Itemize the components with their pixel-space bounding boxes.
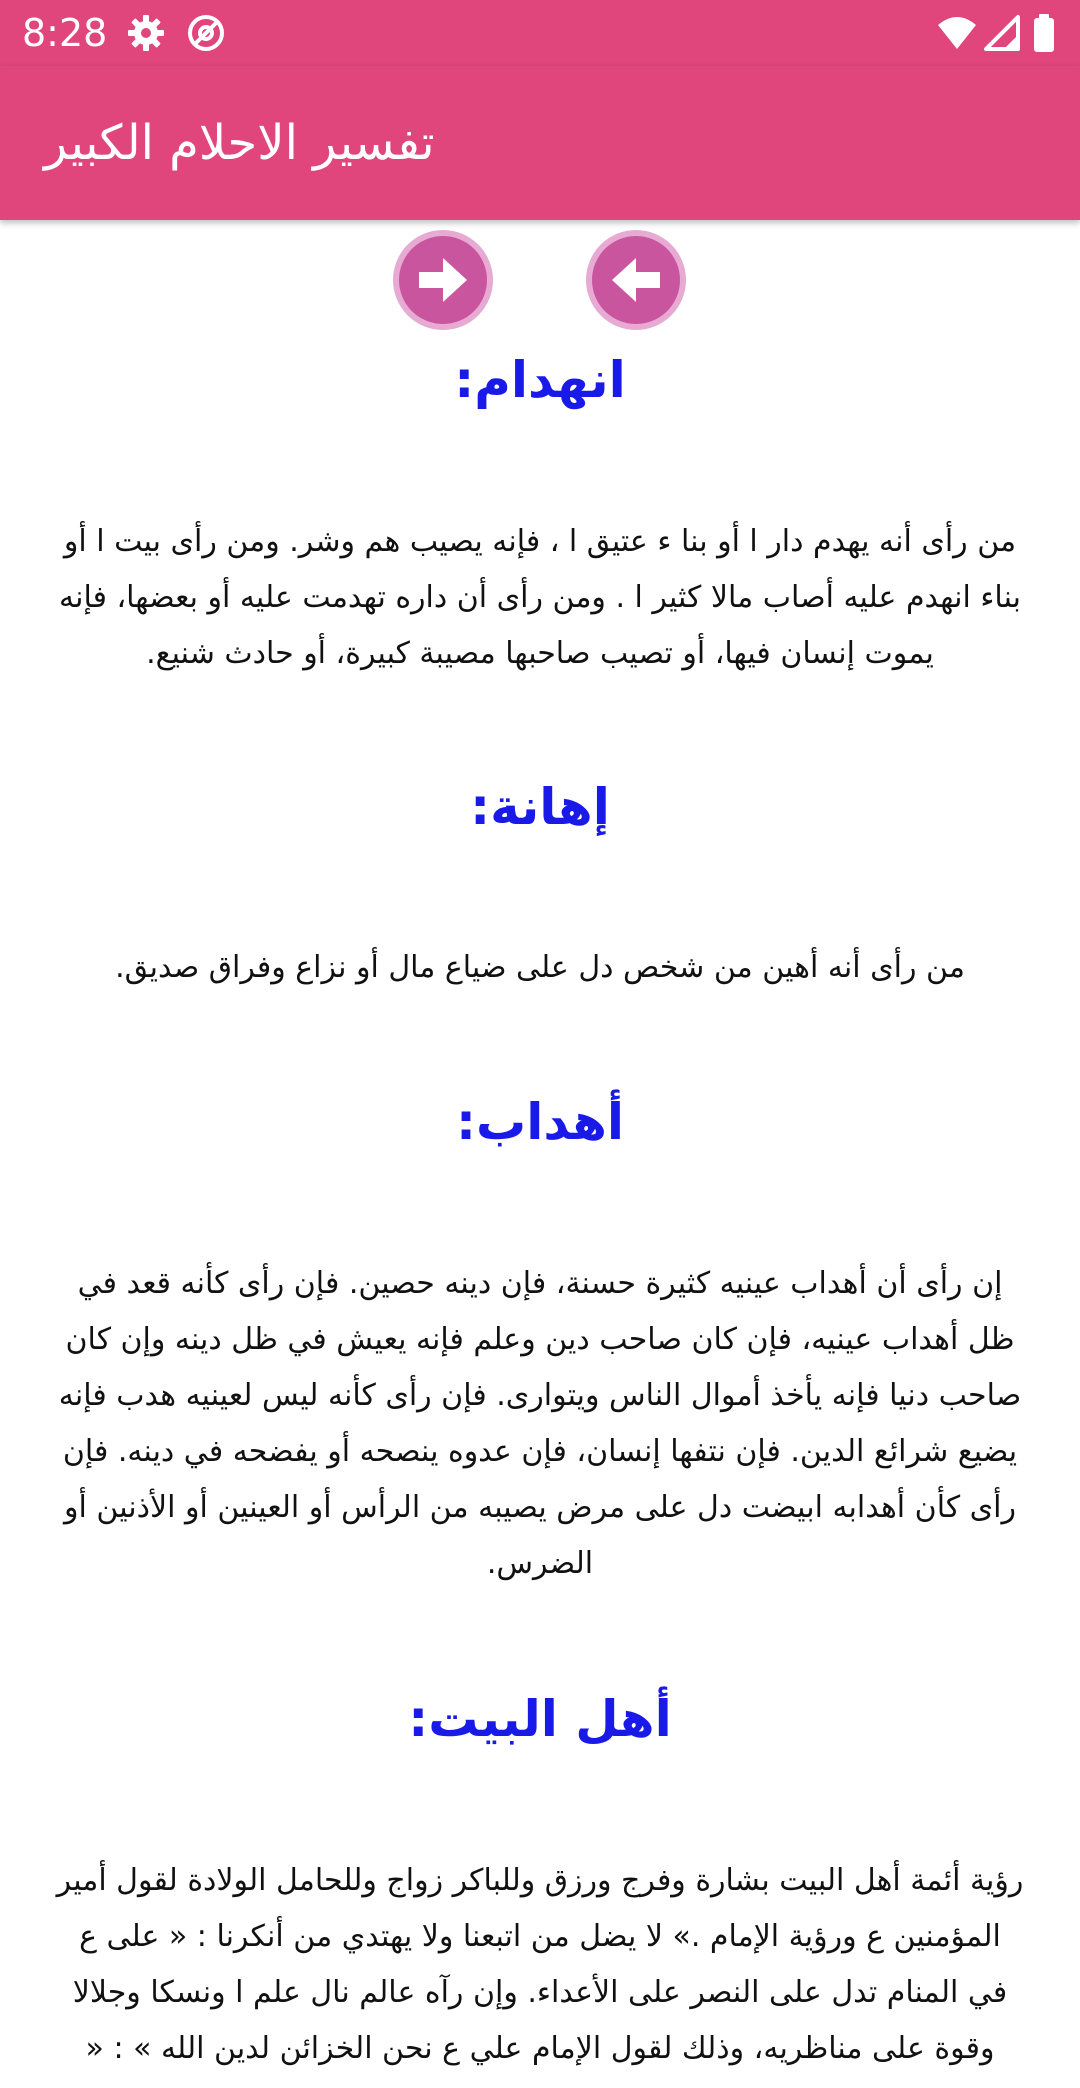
entry-title: انهدام: (454, 351, 626, 409)
entry-title: إهانة: (470, 778, 610, 836)
battery-icon (1032, 13, 1056, 53)
entry-body: من رأى أنه أهين من شخص دل على ضياع مال أو نزاع وفراق صديق. (115, 950, 965, 985)
gear-icon (126, 13, 166, 53)
signal-icon (984, 13, 1024, 53)
entry-title: أهداب: (455, 1093, 625, 1151)
wifi-icon (936, 13, 976, 53)
content-scroll[interactable] (0, 220, 1080, 2088)
at-sign-icon (186, 13, 226, 53)
entry-body: إن رأى أن أهداب عينيه كثيرة حسنة، فإن دينه حصين. فإن رأى كأنه قعد في ظل أهداب عينيه، فإن كان صاحب دين وعلم فإنه يعيش في ظل دينه وإن كان صاحب دنيا فإنه يأخذ أموال الناس ويتوارى. فإن رأى كأنه ليس لعينيه هدب فإنه يضيع شرائع الدين. فإن نتفها إنسان، فإن عدوه ينصحه أو يفضحه في دينه. فإن رأى كأن أهدابه ابيضت دل على مرض يصيبه من الرأس أو العينين أو الأذنين أو الضرس. (58, 1266, 1022, 1581)
arrow-left-icon (606, 250, 666, 310)
app-bar (0, 66, 1080, 220)
entry-body: من رأى أنه يهدم دار ا أو بنا ء عتيق ا ، فإنه يصيب هم وشر. ومن رأى بيت ا أو بناء انهدم عليه أصاب مالا كثير ا . ومن رأى أن داره تهدمت عليه أو بعضها، فإنه يموت إنسان فيها، أو تصيب صاحبها مصيبة كبيرة، أو حادث شنيع. (59, 524, 1021, 671)
next-button[interactable] (393, 230, 493, 330)
previous-button[interactable] (586, 230, 686, 330)
status-time: 8:28 (22, 11, 108, 55)
entry-title: أهل البيت: (408, 1690, 672, 1748)
entry-body: رؤية أئمة أهل البيت بشارة وفرج ورزق وللباكر زواج وللحامل الولادة لقول أمير المؤمنين ع ورؤية الإمام .» لا يضل من اتبعنا ولا يهتدي من أنكرنا : « على ع في المنام تدل على النصر على الأعداء. وإن رآه عالم نال علم ا ونسكا وجلالا وقوة على مناظريه، وذلك لقول الإمام علي ع نحن الخزائن لدين الله » : « (56, 1863, 1024, 2066)
status-bar (0, 0, 1080, 66)
arrow-right-icon (413, 250, 473, 310)
app-title: تفسير الاحلام الكبير (44, 115, 435, 171)
